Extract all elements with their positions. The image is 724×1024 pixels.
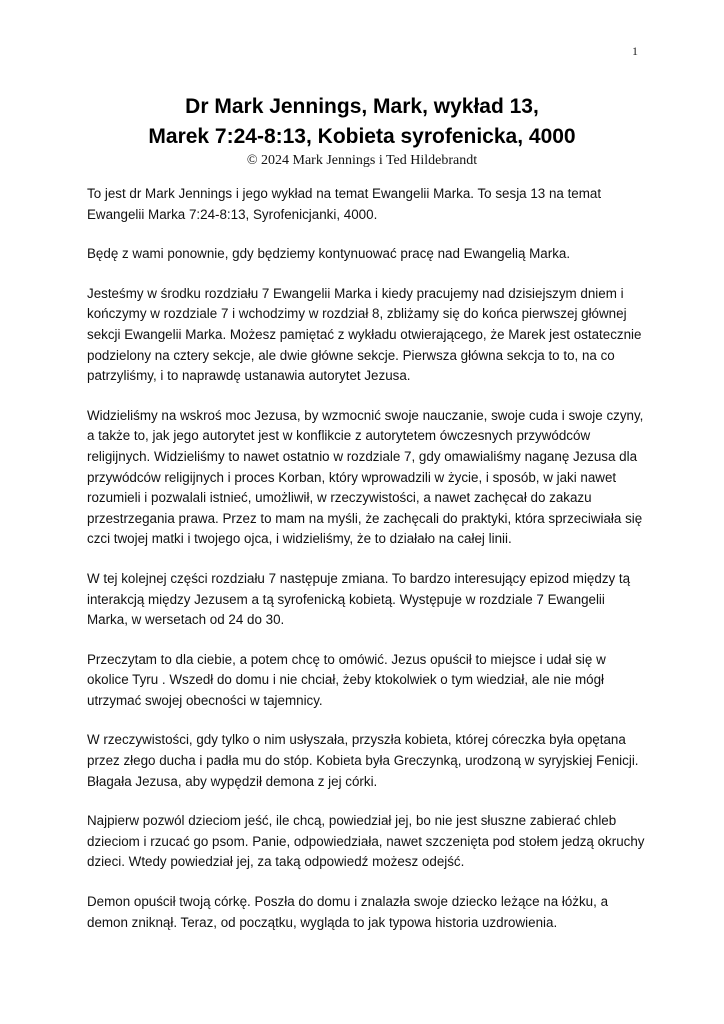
paragraph: Jesteśmy w środku rozdziału 7 Ewangelii Marka i kiedy pracujemy nad dzisiejszym dniem i kończymy w rozdziale 7 i wchodzimy w rozdział 8, zbliżamy się do końca pierwszej głównej sekcji Ewangelii Marka. Możesz pamiętać z wykładu otwierającego, że Marek jest ostatecznie podzielony na cztery sekcje, ale dwie główne sekcje. Pierwsza główna sekcja to to, na co patrzyliśmy, i to naprawdę ustanawia autorytet Jezusa.: [87, 285, 642, 384]
paragraph: Widzieliśmy na wskroś moc Jezusa, by wzmocnić swoje nauczanie, swoje cuda i swoje czyny, a także to, jak jego autorytet jest w konflikcie z autorytetem ówczesnych przywódców religijnych. Widzieliśmy to nawet ostatnio w rozdziale 7, gdy omawialiśmy naganę Jezusa dla przywódców religijnych i proces Korban, który wprowadzili w życie, i sposób, w jaki nawet rozumieli i pozwalali istnieć, umożliwił, w rzeczywistości, a nawet zachęcał do zakazu przestrzegania prawa. Przez to mam na myśli, że zachęcali do praktyki, która sprzeciwiała się czci twojej matki i twojego ojca, i widzieliśmy, że to działało na całej linii.: [87, 407, 644, 547]
document-title-line-1: Dr Mark Jennings, Mark, wykład 13,: [185, 95, 539, 118]
paragraph: Przeczytam to dla ciebie, a potem chcę to omówić. Jezus opuścił to miejsce i udał się w okolice Tyru . Wszedł do domu i nie chciał, żeby ktokolwiek o tym wiedział, ale nie mógł utrzymać swojej obecności w tajemnicy.: [87, 651, 606, 708]
paragraph: W tej kolejnej części rozdziału 7 następuje zmiana. To bardzo interesujący epizod między tą interakcją między Jezusem a tą syrofenicką kobietą. Występuje w rozdziale 7 Ewangelii Marka, w wersetach od 24 do 30.: [87, 570, 631, 628]
document-title-line-2: Marek 7:24-8:13, Kobieta syrofenicka, 4000: [148, 125, 576, 148]
copyright-notice: © 2024 Mark Jennings i Ted Hildebrandt: [246, 153, 478, 168]
paragraph: Będę z wami ponownie, gdy będziemy kontynuować pracę nad Ewangelią Marka.: [87, 246, 571, 262]
paragraph: To jest dr Mark Jennings i jego wykład na temat Ewangelii Marka. To sesja 13 na temat Ewangelii Marka 7:24-8:13, Syrofenicjanki, 4000.: [87, 186, 602, 222]
document-header: [0, 92, 724, 170]
page-number: 1: [632, 44, 638, 58]
paragraph: W rzeczywistości, gdy tylko o nim usłyszała, przyszła kobieta, której córeczka była opętana przez złego ducha i padła mu do stóp. Kobieta była Greczynką, urodzoną w syryjskiej Fenicji. Błagała Jezusa, aby wypędził demona z jej córki.: [87, 732, 639, 789]
paragraph: Najpierw pozwól dzieciom jeść, ile chcą, powiedział jej, bo nie jest słuszne zabierać chleb dzieciom i rzucać go psom. Panie, odpowiedziała, nawet szczenięta pod stołem jedzą okruchy dzieci. Wtedy powiedział jej, za taką odpowiedź możesz odejść.: [87, 813, 645, 870]
paragraph: Demon opuścił twoją córkę. Poszła do domu i znalazła swoje dziecko leżące na łóżku, a demon zniknął. Teraz, od początku, wygląda to jak typowa historia uzdrowienia.: [87, 894, 609, 930]
document-body: [87, 184, 647, 952]
